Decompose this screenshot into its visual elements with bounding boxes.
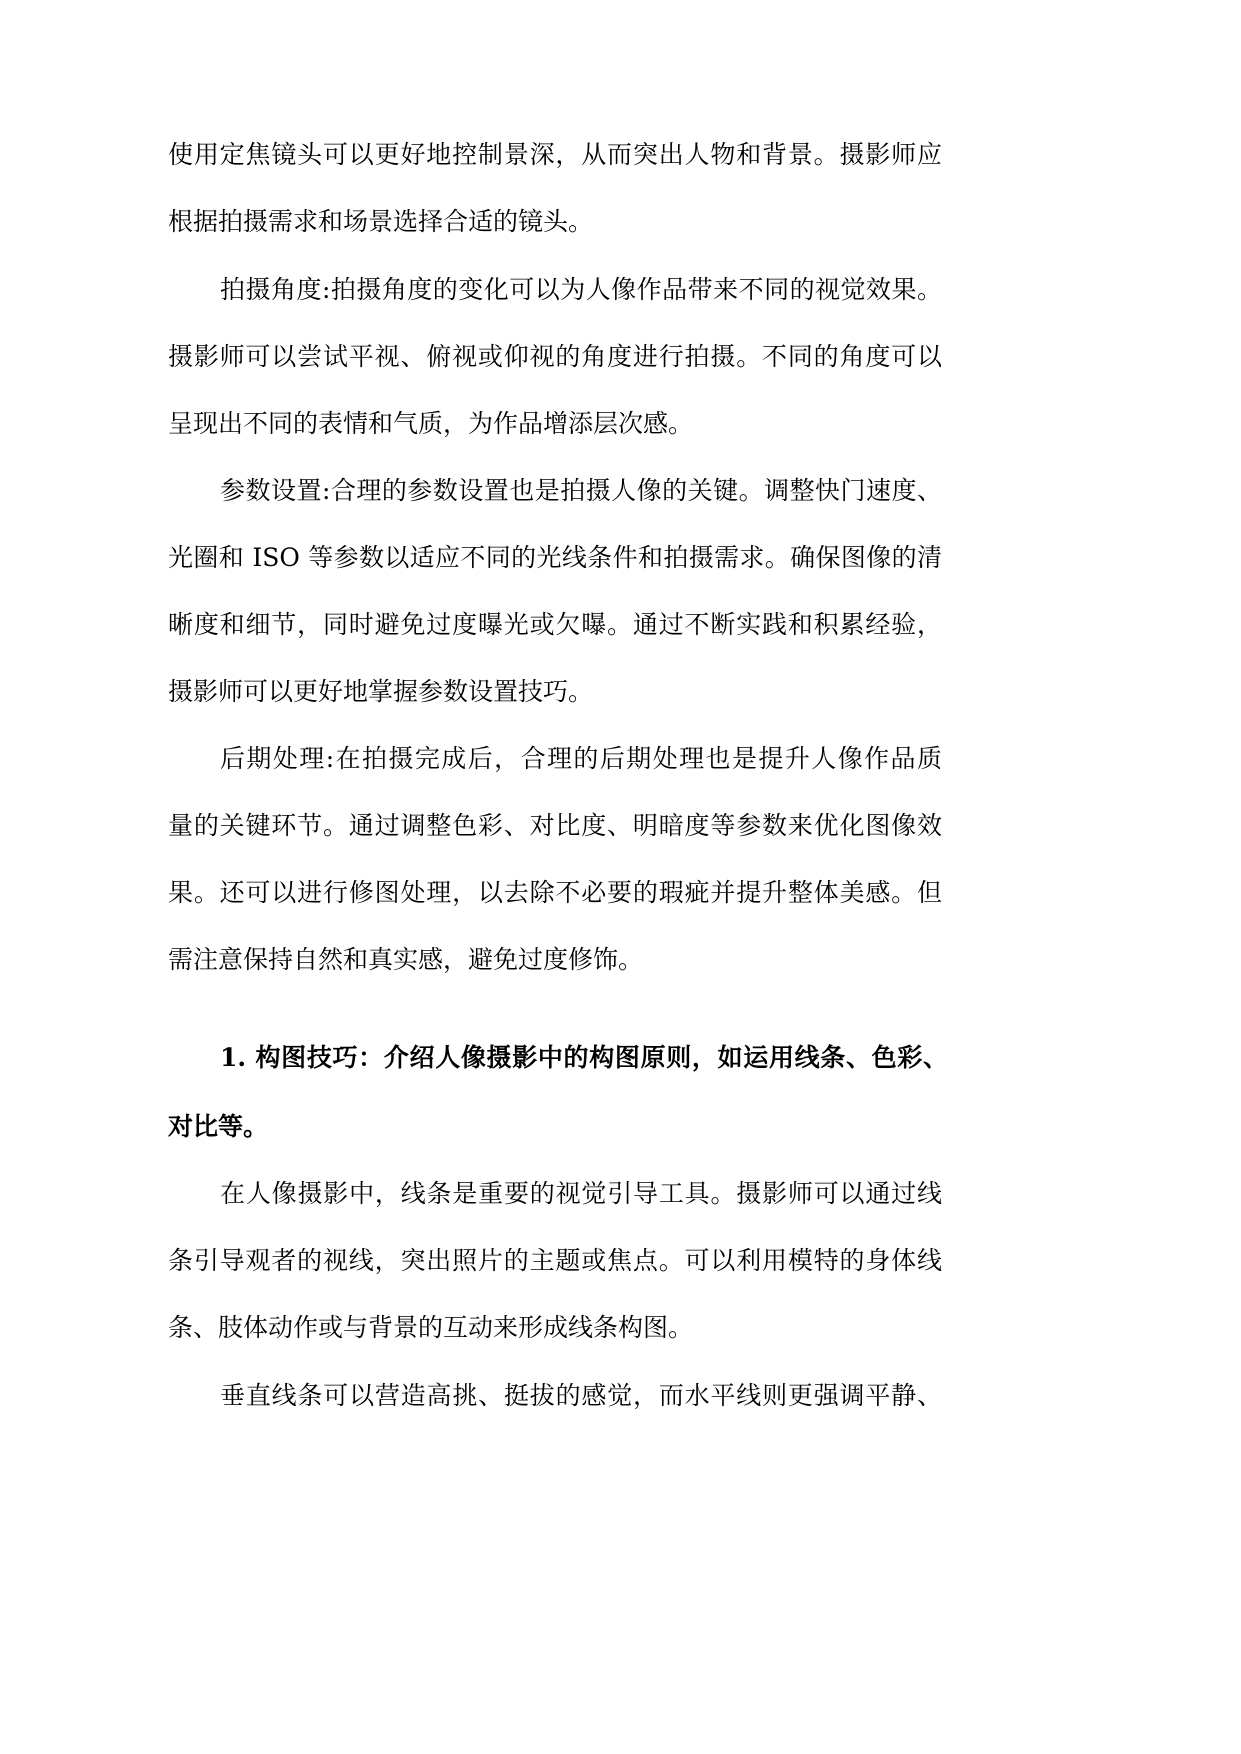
paragraph-line: 条引导观者的视线，突出照片的主题或焦点。可以利用模特的身体线 bbox=[168, 1246, 942, 1275]
paragraph-line: 果。还可以进行修图处理，以去除不必要的瑕疵并提升整体美感。但 bbox=[168, 878, 942, 907]
section-heading-line: 1. 构图技巧：介绍人像摄影中的构图原则，如运用线条、色彩、 bbox=[220, 1043, 948, 1072]
paragraph-line: 呈现出不同的表情和气质，为作品增添层次感。 bbox=[168, 409, 694, 438]
paragraph-line: 根据拍摄需求和场景选择合适的镜头。 bbox=[168, 207, 594, 236]
section-heading-line: 对比等。 bbox=[168, 1112, 269, 1141]
paragraph-line: 使用定焦镜头可以更好地控制景深，从而突出人物和背景。摄影师应 bbox=[168, 140, 942, 169]
paragraph-line: 参数设置:合理的参数设置也是拍摄人像的关键。调整快门速度、 bbox=[220, 476, 942, 505]
paragraph-line: 光圈和 ISO 等参数以适应不同的光线条件和拍摄需求。确保图像的清 bbox=[168, 543, 942, 572]
paragraph-line: 垂直线条可以营造高挑、挺拔的感觉，而水平线则更强调平静、 bbox=[220, 1381, 942, 1410]
paragraph-line: 后期处理:在拍摄完成后，合理的后期处理也是提升人像作品质 bbox=[220, 744, 942, 773]
paragraph-line: 在人像摄影中，线条是重要的视觉引导工具。摄影师可以通过线 bbox=[220, 1179, 942, 1208]
paragraph-line: 条、肢体动作或与背景的互动来形成线条构图。 bbox=[168, 1313, 694, 1342]
paragraph-line: 摄影师可以尝试平视、俯视或仰视的角度进行拍摄。不同的角度可以 bbox=[168, 342, 942, 371]
paragraph-line: 拍摄角度:拍摄角度的变化可以为人像作品带来不同的视觉效果。 bbox=[220, 275, 942, 304]
paragraph-line: 需注意保持自然和真实感，避免过度修饰。 bbox=[168, 945, 644, 974]
paragraph-line: 晰度和细节，同时避免过度曝光或欠曝。通过不断实践和积累经验， bbox=[168, 610, 942, 639]
paragraph-line: 量的关键环节。通过调整色彩、对比度、明暗度等参数来优化图像效 bbox=[168, 811, 942, 840]
paragraph-line: 摄影师可以更好地掌握参数设置技巧。 bbox=[168, 677, 594, 706]
